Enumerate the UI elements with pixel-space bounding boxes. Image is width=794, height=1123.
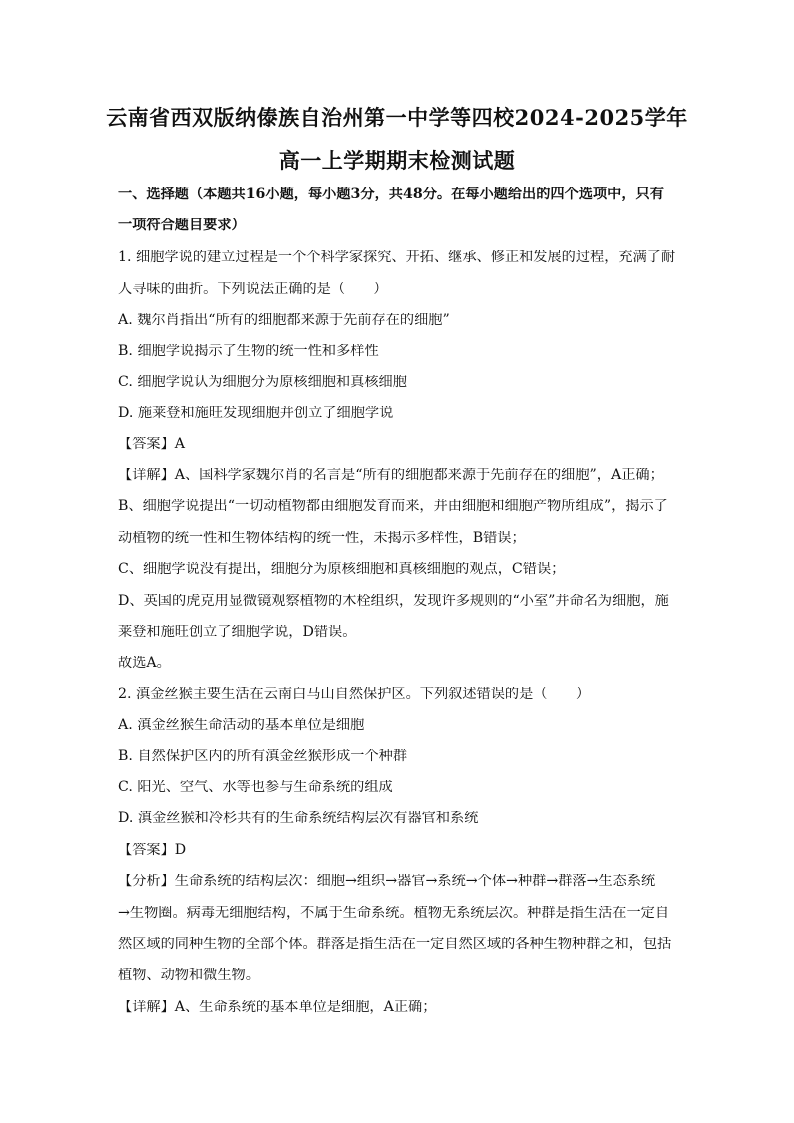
q1-detail-line5: D、英国的虎克用显微镜观察植物的木栓组织，发现许多规则的“小室”并命名为细胞，施 [118, 594, 669, 609]
q2-stem: 2. 滇金丝猴主要生活在云南白马山自然保护区。下列叙述错误的是（ ） [118, 687, 591, 702]
q1-detail-line1: 【详解】A、国科学家魏尔肖的名言是“所有的细胞都来源于先前存在的细胞”，A正确； [118, 468, 664, 483]
q2-analysis-line4: 植物、动物和微生物。 [118, 968, 260, 983]
section-heading-cont: 一项符合题目要求） [118, 218, 246, 233]
q1-stem: 1. 细胞学说的建立过程是一个个科学家探究、开拓、继承、修正和发展的过程，充满了耐 [118, 250, 676, 265]
q1-conclusion: 故选A。 [118, 656, 171, 671]
q2-option-c: C. 阳光、空气、水等也参与生命系统的组成 [118, 780, 393, 795]
q1-detail-line3: 动植物的统一性和生物体结构的统一性，未揭示多样性，B错误； [118, 531, 526, 546]
q2-analysis-line1: 【分析】生命系统的结构层次：细胞→组织→器官→系统→个体→种群→群落→生态系统 [118, 874, 656, 889]
section-heading: 一、选择题（本题共16小题，每小题3分，共48分。在每小题给出的四个选项中，只有 [118, 187, 664, 202]
q2-analysis-line2: →生物圈。病毒无细胞结构，不属于生命系统。植物无系统层次。种群是指生活在一定自 [118, 906, 670, 921]
q1-detail-line4: C、细胞学说没有提出，细胞分为原核细胞和真核细胞的观点，C错误； [118, 562, 566, 577]
q2-analysis-line3: 然区域的同种生物的全部个体。群落是指生活在一定自然区域的各种生物种群之和，包括 [118, 937, 672, 952]
document-title-line1: 云南省西双版纳傣族自治州第一中学等四校2024-2025学年 [106, 105, 688, 130]
q1-option-c: C. 细胞学说认为细胞分为原核细胞和真核细胞 [118, 375, 407, 390]
q2-option-d: D. 滇金丝猴和冷杉共有的生命系统结构层次有器官和系统 [118, 811, 479, 826]
q1-stem-cont: 人寻味的曲折。下列说法正确的是（ ） [118, 282, 388, 297]
q1-answer: 【答案】A [118, 437, 185, 452]
document-title-line2: 高一上学期期末检测试题 [278, 148, 516, 173]
q2-option-a: A. 滇金丝猴生命活动的基本单位是细胞 [118, 718, 365, 733]
q1-option-d: D. 施莱登和施旺发现细胞并创立了细胞学说 [118, 406, 394, 421]
q2-option-b: B. 自然保护区内的所有滇金丝猴形成一个种群 [118, 749, 408, 764]
q1-option-b: B. 细胞学说揭示了生物的统一性和多样性 [118, 344, 379, 359]
q1-option-a: A. 魏尔肖指出“所有的细胞都来源于先前存在的细胞” [118, 313, 450, 328]
q1-detail-line2: B、细胞学说提出“一切动植物都由细胞发育而来，并由细胞和细胞产物所组成”，揭示了 [118, 499, 668, 514]
q2-answer: 【答案】D [118, 843, 187, 858]
q2-detail-line1: 【详解】A、生命系统的基本单位是细胞，A正确； [118, 1000, 437, 1015]
q1-detail-line6: 莱登和施旺创立了细胞学说，D错误。 [118, 625, 357, 640]
